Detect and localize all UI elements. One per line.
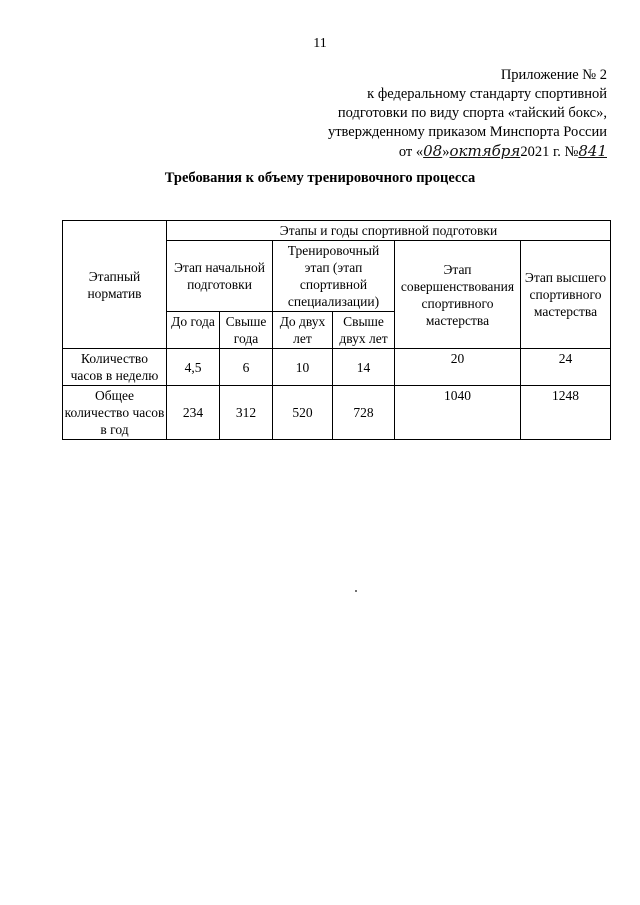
- subheader-training-1: До двух лет: [273, 312, 333, 349]
- page-title: Требования к объему тренировочного процесса: [164, 170, 476, 186]
- order-number: 841: [578, 142, 607, 160]
- order-day: 08: [423, 142, 443, 160]
- table-cell: 4,5: [167, 349, 220, 386]
- table-cell: 312: [220, 386, 273, 440]
- appendix-header: [287, 66, 607, 162]
- subheader-initial-2: Свыше года: [220, 312, 273, 349]
- table-cell: 6: [220, 349, 273, 386]
- table-cell: 234: [167, 386, 220, 440]
- row-label: Общее количество часов в год: [63, 386, 167, 440]
- scan-speck: [355, 590, 357, 592]
- stage-highest-header: Этап высшего спортивного мастерства: [521, 241, 611, 349]
- table-row: [63, 386, 611, 440]
- table-cell: 20: [395, 349, 521, 386]
- requirements-table: [62, 220, 611, 440]
- row-label: Количество часов в неделю: [63, 349, 167, 386]
- table-cell: 520: [273, 386, 333, 440]
- subheader-training-2: Свыше двух лет: [333, 312, 395, 349]
- stage-improvement-header: Этап совершенствования спортивного мастерства: [395, 241, 521, 349]
- page-number: 11: [313, 36, 327, 51]
- table-cell: 728: [333, 386, 395, 440]
- appendix-line-3: подготовки по виду спорта «тайский бокс»,: [337, 105, 607, 121]
- order-prefix: от «: [398, 144, 424, 160]
- row-header-cell: Этапный норматив: [63, 221, 167, 349]
- table-cell: 1248: [521, 386, 611, 440]
- table-cell: 14: [333, 349, 395, 386]
- order-year: 2021 г. №: [520, 144, 579, 160]
- header-row-1: [63, 221, 611, 241]
- subheader-initial-1: До года: [167, 312, 220, 349]
- stage-initial-header: Этап начальной подготовки: [167, 241, 273, 312]
- group-header-cell: Этапы и годы спортивной подготовки: [167, 221, 611, 241]
- appendix-line-1: Приложение № 2: [500, 67, 607, 83]
- appendix-line-4: утвержденному приказом Минспорта России: [327, 124, 607, 140]
- order-month: октября: [449, 142, 521, 160]
- stage-training-header: Тренировочный этап (этап спортивной специализации): [273, 241, 395, 312]
- table-row: [63, 349, 611, 386]
- order-mid: »: [442, 144, 450, 160]
- table-cell: 1040: [395, 386, 521, 440]
- appendix-line-2: к федеральному стандарту спортивной: [367, 86, 607, 102]
- table-cell: 10: [273, 349, 333, 386]
- order-line: [287, 142, 607, 162]
- table-cell: 24: [521, 349, 611, 386]
